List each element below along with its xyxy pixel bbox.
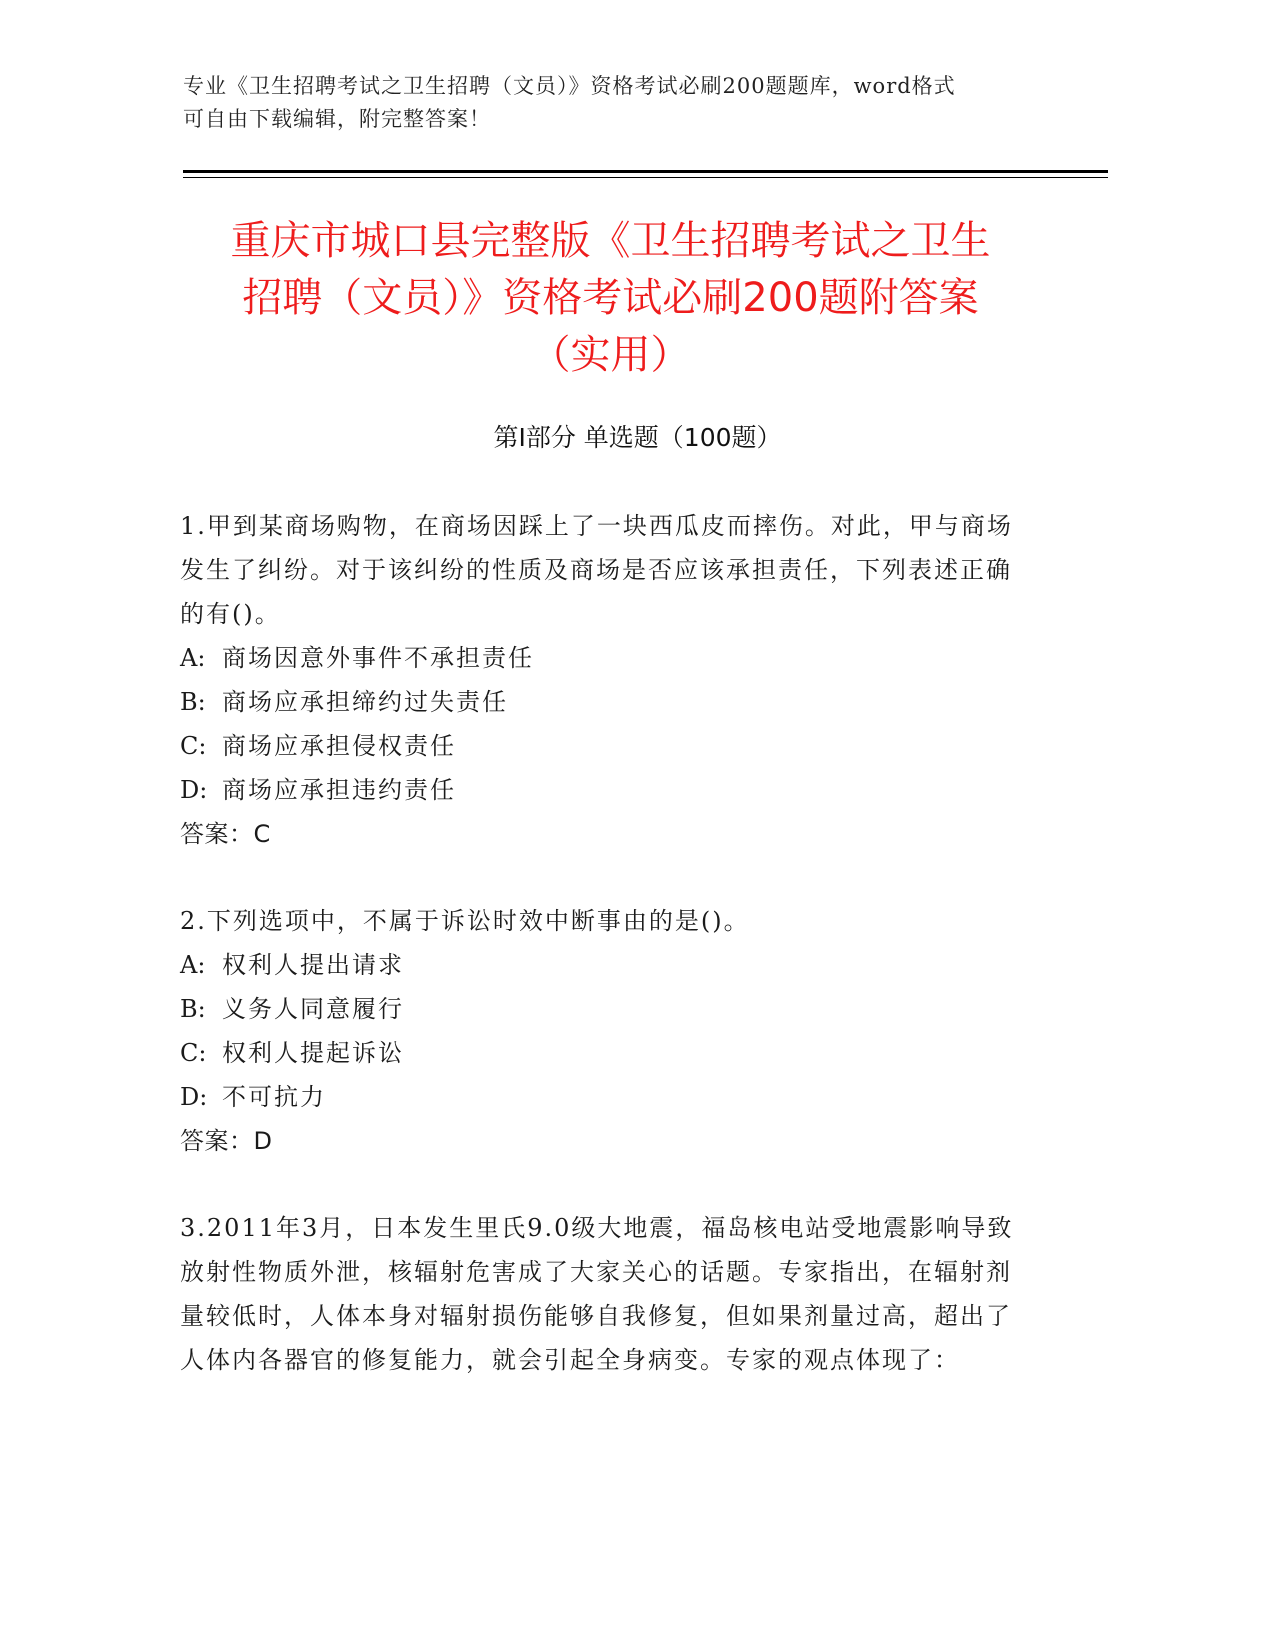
- question-list: [180, 504, 1030, 1425]
- option-letter: C:: [180, 1039, 207, 1067]
- option-letter: A:: [180, 951, 206, 979]
- option-text: 义务人同意履行: [222, 995, 404, 1023]
- question-2: [180, 899, 1030, 1163]
- header-rule-thick: [183, 170, 1108, 173]
- option-text: 权利人提起诉讼: [222, 1039, 404, 1067]
- title-line-3: （实用）: [530, 332, 691, 378]
- option-text: 商场应承担侵权责任: [222, 732, 456, 760]
- option-text: 权利人提出请求: [222, 951, 404, 979]
- header-note-line-2: 可自由下载编辑，附完整答案！: [183, 107, 491, 131]
- option-text: 商场因意外事件不承担责任: [222, 644, 534, 672]
- title-line-1: 重庆市城口县完整版《卫生招聘考试之卫生: [230, 218, 991, 264]
- option-a: [180, 636, 1030, 680]
- question-1: [180, 504, 1030, 856]
- option-letter: C:: [180, 732, 207, 760]
- question-stem: 3.2011年3月，日本发生里氏9.0级大地震，福岛核电站受地震影响导致放射性物质外泄，核辐射危害成了大家关心的话题。专家指出，在辐射剂量较低时，人体本身对辐射损伤能够自我修复，但如果剂量过高，超出了人体内各器官的修复能力，就会引起全身病变。专家的观点体现了：: [180, 1214, 1014, 1374]
- answer-line: 答案：D: [180, 1127, 273, 1155]
- option-text: 商场应承担缔约过失责任: [222, 688, 508, 716]
- section-heading: 第Ⅰ部分 单选题（100题）: [493, 423, 782, 452]
- option-b: [180, 680, 1030, 724]
- option-b: [180, 987, 1030, 1031]
- header-note: [183, 70, 1043, 136]
- document-title: [183, 213, 1038, 384]
- option-letter: D:: [180, 776, 208, 804]
- question-stem: 1.甲到某商场购物，在商场因踩上了一块西瓜皮而摔伤。对此，甲与商场发生了纠纷。对于该纠纷的性质及商场是否应该承担责任，下列表述正确的有()。: [180, 512, 1013, 628]
- option-a: [180, 943, 1030, 987]
- option-c: [180, 1031, 1030, 1075]
- option-text: 商场应承担违约责任: [222, 776, 456, 804]
- header-rule-thin: [183, 177, 1108, 178]
- option-letter: A:: [180, 644, 206, 672]
- option-c: [180, 724, 1030, 768]
- question-3: [180, 1206, 1030, 1382]
- option-d: [180, 1075, 1030, 1119]
- option-letter: B:: [180, 995, 206, 1023]
- title-line-2: 招聘（文员）》资格考试必刷200题附答案: [242, 275, 979, 321]
- option-letter: B:: [180, 688, 206, 716]
- question-stem: 2.下列选项中，不属于诉讼时效中断事由的是()。: [180, 907, 750, 935]
- answer-line: 答案：C: [180, 820, 271, 848]
- option-letter: D:: [180, 1083, 208, 1111]
- option-text: 不可抗力: [222, 1083, 326, 1111]
- option-d: [180, 768, 1030, 812]
- header-note-line-1: 专业《卫生招聘考试之卫生招聘（文员）》资格考试必刷200题题库，word格式: [183, 74, 956, 98]
